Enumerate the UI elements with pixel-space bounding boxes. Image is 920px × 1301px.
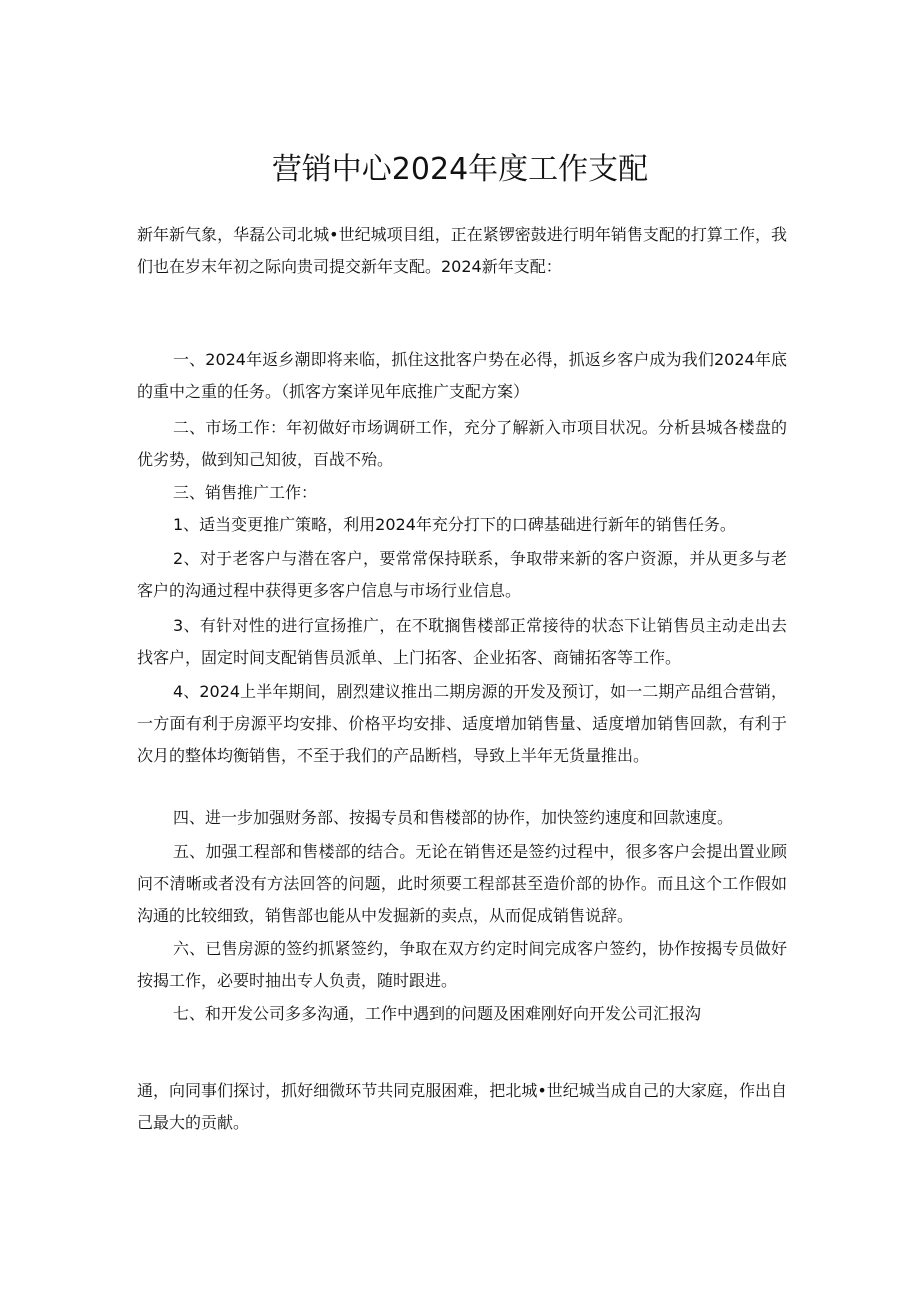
paragraph-item-10: 六、已售房源的签约抓紧签约，争取在双方约定时间完成客户签约，协作按揭专员做好按揭工作，必要时抽出专人负责，随时跟进。 [137,939,787,990]
paragraph-item-4: 1、适当变更推广策略，利用2024年充分打下的口碑基础进行新年的销售任务。 [173,515,736,534]
intro-paragraph: 新年新气象，华磊公司北城•世纪城项目组，正在紧锣密鼓进行明年销售支配的打算工作，我们也在岁末年初之际向贵司提交新年支配。2024新年支配： [137,225,787,276]
paragraph-item-6: 3、有针对性的进行宣扬推广，在不耽搁售楼部正常接待的状态下让销售员主动走出去找客户，固定时间支配销售员派单、上门拓客、企业拓客、商铺拓客等工作。 [137,616,787,667]
paragraph-item-1: 一、2024年返乡潮即将来临，抓住这批客户势在必得，抓返乡客户成为我们2024年底的重中之重的任务。（抓客方案详见年底推广支配方案） [137,350,787,401]
document-title: 营销中心2024年度工作支配 [271,152,649,188]
paragraph-item-11: 七、和开发公司多多沟通，工作中遇到的问题及困难刚好向开发公司汇报沟 [173,1004,702,1023]
paragraph-item-8: 四、进一步加强财务部、按揭专员和售楼部的协作，加快签约速度和回款速度。 [173,808,734,827]
paragraph-item-3: 三、销售推广工作： [173,483,318,502]
continuation-paragraph: 通，向同事们探讨，抓好细微环节共同克服困难，把北城•世纪城当成自己的大家庭，作出自己最大的贡献。 [137,1081,787,1132]
paragraph-item-5: 2、对于老客户与潜在客户，要常常保持联系，争取带来新的客户资源，并从更多与老客户的沟通过程中获得更多客户信息与市场行业信息。 [137,549,787,600]
paragraph-item-7: 4、2024上半年期间，剧烈建议推出二期房源的开发及预订，如一二期产品组合营销，一方面有利于房源平均安排、价格平均安排、适度增加销售量、适度增加销售回款，有利于次月的整体均衡销售，不至于我们的产品断档，导致上半年无货量推出。 [137,682,787,765]
paragraph-item-2: 二、市场工作：年初做好市场调研工作，充分了解新入市项目状况。分析县城各楼盘的优劣势，做到知己知彼，百战不殆。 [137,418,787,469]
paragraph-item-9: 五、加强工程部和售楼部的结合。无论在销售还是签约过程中，很多客户会提出置业顾问不清晰或者没有方法回答的问题，此时须要工程部甚至造价部的协作。而且这个工作假如沟通的比较细致，销售部也能从中发掘新的卖点，从而促成销售说辞。 [137,842,787,925]
